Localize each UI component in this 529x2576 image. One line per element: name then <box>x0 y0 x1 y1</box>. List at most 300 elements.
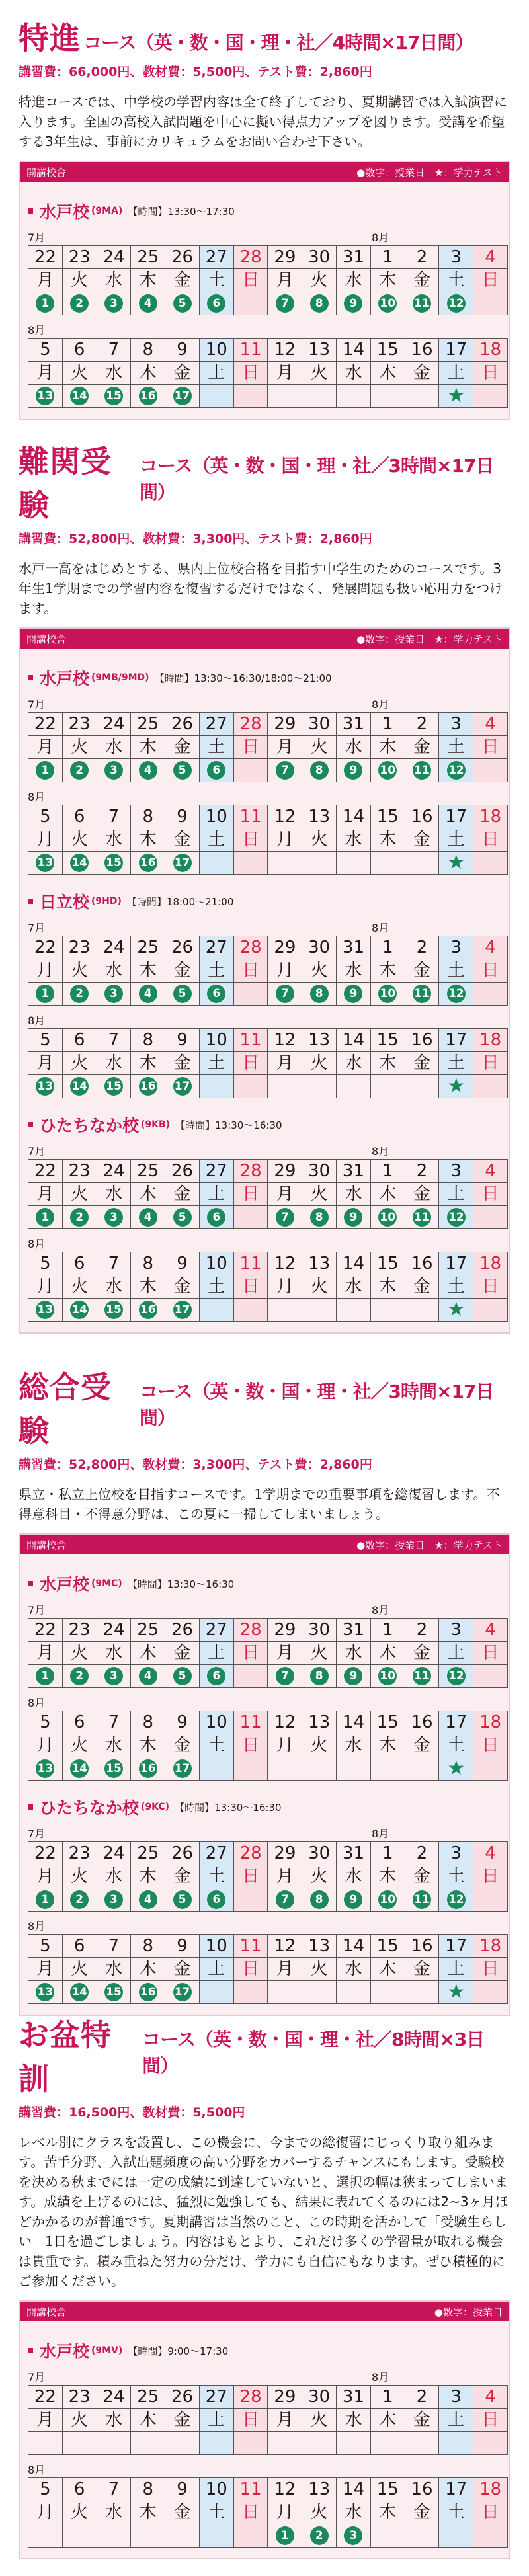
weekday-cell: 月 <box>268 1642 302 1665</box>
weekday-cell: 日 <box>473 1275 508 1299</box>
class-day-number: 2 <box>70 294 89 313</box>
date-cell: 13 <box>302 1029 337 1052</box>
class-day-cell <box>337 1075 371 1098</box>
class-day-cell <box>28 983 63 1006</box>
class-day-number: 13 <box>36 1759 54 1778</box>
weekday-cell: 日 <box>473 828 508 852</box>
class-day-number: 17 <box>173 387 192 405</box>
course-title <box>19 1363 510 1451</box>
date-cell: 12 <box>268 1252 302 1275</box>
date-cell: 16 <box>405 1711 440 1734</box>
weekday-cell: 金 <box>165 1734 200 1757</box>
weekday-cell: 月 <box>268 1958 302 1981</box>
class-day-cell <box>131 1299 165 1322</box>
school-heading <box>28 1795 501 1819</box>
class-day-cell <box>405 2524 440 2548</box>
course-name: 特進 <box>19 20 81 56</box>
date-cell: 15 <box>371 1029 405 1052</box>
class-day-number: 2 <box>70 1890 89 1909</box>
weekday-cell: 木 <box>371 1183 405 1206</box>
date-cell: 24 <box>97 1619 132 1642</box>
class-day-number: 1 <box>36 1890 54 1909</box>
class-day-cell <box>473 1206 508 1229</box>
class-day-number: 1 <box>36 985 54 1003</box>
date-cell: 13 <box>302 1252 337 1275</box>
class-day-cell <box>200 1206 234 1229</box>
class-day-cell <box>405 385 440 408</box>
class-day-cell <box>337 852 371 875</box>
class-day-number: 14 <box>70 1077 89 1096</box>
date-cell: 26 <box>165 2386 200 2409</box>
date-cell: 18 <box>473 339 508 362</box>
class-day-cell <box>131 1888 165 1912</box>
date-cell: 4 <box>473 246 508 269</box>
weekday-cell: 日 <box>473 1183 508 1206</box>
course-section <box>0 1363 529 2016</box>
class-day-cell <box>268 292 302 315</box>
course-title <box>19 438 510 525</box>
class-day-number: 4 <box>139 294 157 313</box>
weekday-cell: 月 <box>268 362 302 385</box>
class-day-number: 11 <box>413 294 431 313</box>
class-day-cell <box>371 983 405 1006</box>
weekday-cell: 月 <box>268 828 302 852</box>
date-cell: 5 <box>28 1029 63 1052</box>
weekday-cell: 日 <box>473 1642 508 1665</box>
class-day-cell <box>165 385 200 408</box>
class-day-number: 8 <box>310 1208 329 1227</box>
date-cell: 5 <box>28 1711 63 1734</box>
class-day-cell <box>337 292 371 315</box>
month-label-july: 7月 <box>28 1145 46 1158</box>
weekday-cell: 火 <box>63 828 97 852</box>
school-name: 水戸校 <box>40 2342 90 2361</box>
class-day-number: 11 <box>413 1667 431 1685</box>
weekday-cell: 木 <box>131 2409 165 2432</box>
class-day-number: 15 <box>104 387 123 405</box>
date-cell: 7 <box>97 339 132 362</box>
weekday-cell: 月 <box>268 1183 302 1206</box>
weekday-cell: 水 <box>97 362 132 385</box>
class-day-cell <box>63 1299 97 1322</box>
date-cell: 29 <box>268 246 302 269</box>
panel-body <box>20 2321 509 2558</box>
class-day-cell <box>234 852 268 875</box>
class-day-cell <box>268 759 302 782</box>
school-code: (9MV) <box>91 2345 123 2356</box>
school-code: (9KC) <box>141 1802 170 1812</box>
weekday-cell: 日 <box>473 362 508 385</box>
month-label-july: 7月 <box>28 231 46 244</box>
class-day-number: 17 <box>173 1301 192 1319</box>
panel-header <box>20 629 509 649</box>
class-day-cell <box>302 1981 337 2004</box>
weekday-cell: 火 <box>63 2501 97 2524</box>
class-day-number: 8 <box>310 985 329 1003</box>
class-day-cell <box>337 1981 371 2004</box>
date-cell: 6 <box>63 1711 97 1734</box>
school-code: (9MA) <box>91 206 123 216</box>
date-cell: 30 <box>302 713 337 736</box>
month-label-july: 7月 <box>28 1828 46 1840</box>
weekday-cell: 日 <box>234 1183 268 1206</box>
course-fees: 講習費：52,800円、教材費：3,300円、テスト費：2,860円 <box>19 532 372 546</box>
class-day-number: 8 <box>310 294 329 313</box>
class-day-cell <box>302 292 337 315</box>
class-day-number: 12 <box>447 985 466 1003</box>
date-cell: 23 <box>63 1160 97 1183</box>
date-cell: 2 <box>405 1160 440 1183</box>
class-day-cell <box>131 292 165 315</box>
weekday-cell: 土 <box>200 269 234 292</box>
date-cell: 6 <box>63 339 97 362</box>
test-day-star: ★ <box>447 1298 466 1321</box>
class-day-cell <box>268 2524 302 2548</box>
class-day-cell <box>97 1206 132 1229</box>
weekday-cell: 金 <box>165 1183 200 1206</box>
class-day-number: 2 <box>70 1208 89 1227</box>
weekday-cell: 土 <box>200 1734 234 1757</box>
date-cell: 23 <box>63 1842 97 1865</box>
date-cell: 28 <box>234 1842 268 1865</box>
class-day-cell <box>439 2432 473 2455</box>
date-cell: 25 <box>131 2386 165 2409</box>
weekday-cell: 火 <box>302 1642 337 1665</box>
date-cell: 5 <box>28 339 63 362</box>
class-day-cell <box>131 2432 165 2455</box>
date-cell: 23 <box>63 1619 97 1642</box>
class-day-number: 3 <box>344 2526 362 2545</box>
class-day-number: 2 <box>310 2526 329 2545</box>
class-day-number: 16 <box>139 854 157 872</box>
date-cell: 6 <box>63 805 97 828</box>
class-day-number: 11 <box>413 1208 431 1227</box>
class-day-cell <box>405 2432 440 2455</box>
weekday-cell: 月 <box>268 1275 302 1299</box>
class-day-number: 3 <box>104 1890 123 1909</box>
school-name: 水戸校 <box>40 1575 90 1594</box>
class-day-cell <box>234 1981 268 2004</box>
class-day-cell <box>63 852 97 875</box>
class-day-number: 14 <box>70 387 89 405</box>
weekday-cell: 木 <box>131 362 165 385</box>
date-cell: 17 <box>439 339 473 362</box>
month-label-aug: 8月 <box>372 1604 389 1617</box>
school-time: 【時間】13:30～16:30 <box>175 1801 282 1814</box>
weekday-cell: 土 <box>439 1734 473 1757</box>
class-day-cell <box>371 852 405 875</box>
weekday-cell: 土 <box>439 736 473 759</box>
class-day-cell <box>28 852 63 875</box>
date-cell: 14 <box>337 2478 371 2501</box>
date-cell: 16 <box>405 2478 440 2501</box>
date-cell: 18 <box>473 1252 508 1275</box>
date-cell: 31 <box>337 246 371 269</box>
class-day-number: 3 <box>104 761 123 780</box>
class-day-number: 7 <box>276 985 294 1003</box>
class-day-number: 9 <box>344 1667 362 1685</box>
date-cell: 12 <box>268 1935 302 1958</box>
weekday-cell: 日 <box>234 959 268 983</box>
weekday-cell: 火 <box>302 1183 337 1206</box>
weekday-cell: 金 <box>165 1275 200 1299</box>
month-label-july: 7月 <box>28 2371 46 2384</box>
class-day-cell <box>473 759 508 782</box>
weekday-cell: 水 <box>97 2409 132 2432</box>
class-day-cell <box>337 2432 371 2455</box>
class-day-number: 15 <box>104 1983 123 2001</box>
class-day-number: 13 <box>36 1983 54 2001</box>
date-cell: 6 <box>63 1029 97 1052</box>
class-day-number: 17 <box>173 854 192 872</box>
legend: ●数字：授業日 ★：学力テスト <box>356 633 503 645</box>
weekday-cell: 水 <box>337 269 371 292</box>
class-day-number: 10 <box>378 1208 397 1227</box>
schedule-panel <box>19 1533 510 2016</box>
class-day-cell <box>405 983 440 1006</box>
class-day-cell <box>234 292 268 315</box>
course-name: 難関受験 <box>19 444 112 523</box>
date-cell: 7 <box>97 1935 132 1958</box>
class-day-cell <box>200 1757 234 1781</box>
school-heading <box>28 2339 501 2362</box>
weekday-cell: 木 <box>371 959 405 983</box>
class-day-cell <box>131 1665 165 1688</box>
class-day-cell <box>200 2432 234 2455</box>
class-day-cell <box>337 1757 371 1781</box>
weekday-cell: 水 <box>337 362 371 385</box>
class-day-cell <box>268 1888 302 1912</box>
class-day-cell <box>200 1299 234 1322</box>
date-cell: 30 <box>302 1160 337 1183</box>
weekday-cell: 火 <box>63 1052 97 1075</box>
class-day-cell <box>63 1075 97 1098</box>
date-cell: 17 <box>439 1935 473 1958</box>
date-cell: 6 <box>63 1252 97 1275</box>
weekday-cell: 日 <box>234 828 268 852</box>
class-day-number: 6 <box>207 1890 225 1909</box>
date-cell: 22 <box>28 246 63 269</box>
weekday-cell: 日 <box>234 362 268 385</box>
class-day-cell <box>439 1206 473 1229</box>
class-day-cell <box>337 1206 371 1229</box>
class-day-cell <box>302 1299 337 1322</box>
date-cell: 24 <box>97 1842 132 1865</box>
class-day-cell <box>165 292 200 315</box>
calendar-grid-aug <box>28 805 508 875</box>
class-day-number: 16 <box>139 1983 157 2001</box>
class-day-cell <box>97 385 132 408</box>
class-day-number: 17 <box>173 1983 192 2001</box>
weekday-cell: 木 <box>371 1642 405 1665</box>
class-day-cell <box>268 1981 302 2004</box>
date-cell: 10 <box>200 1935 234 1958</box>
weekday-cell: 木 <box>131 1183 165 1206</box>
weekday-cell: 土 <box>439 959 473 983</box>
class-day-cell <box>28 1299 63 1322</box>
date-cell: 25 <box>131 713 165 736</box>
class-day-cell <box>337 1299 371 1322</box>
class-day-cell <box>165 1981 200 2004</box>
date-cell: 10 <box>200 805 234 828</box>
school-marker <box>28 1581 33 1586</box>
course-fees: 講習費：66,000円、教材費：5,500円、テスト費：2,860円 <box>19 65 372 79</box>
calendar-grid-aug <box>28 1028 508 1098</box>
weekday-cell: 金 <box>405 1052 440 1075</box>
date-cell: 9 <box>165 1935 200 1958</box>
weekday-cell: 日 <box>234 2409 268 2432</box>
school-marker <box>28 1804 33 1810</box>
class-day-cell <box>405 1757 440 1781</box>
class-day-cell <box>200 292 234 315</box>
weekday-cell: 木 <box>371 1958 405 1981</box>
weekday-cell: 金 <box>405 1275 440 1299</box>
class-day-cell <box>405 1981 440 2004</box>
class-day-cell <box>200 759 234 782</box>
date-cell: 8 <box>131 339 165 362</box>
month-label-aug: 8月 <box>28 1238 46 1250</box>
school-marker <box>28 899 33 904</box>
weekday-cell: 土 <box>439 1958 473 1981</box>
class-day-cell <box>63 1757 97 1781</box>
class-day-cell <box>371 1888 405 1912</box>
weekday-cell: 月 <box>268 959 302 983</box>
class-day-cell <box>200 852 234 875</box>
weekday-cell: 金 <box>165 828 200 852</box>
class-day-number: 3 <box>104 1667 123 1685</box>
school-time: 【時間】18:00～21:00 <box>126 895 234 908</box>
weekday-cell: 火 <box>63 1958 97 1981</box>
date-cell: 12 <box>268 805 302 828</box>
weekday-cell: 月 <box>268 1865 302 1888</box>
weekday-cell: 土 <box>200 2501 234 2524</box>
class-day-number: 15 <box>104 1301 123 1319</box>
weekday-cell: 月 <box>28 1734 63 1757</box>
weekday-cell: 木 <box>371 2501 405 2524</box>
class-day-cell <box>405 1299 440 1322</box>
weekday-cell: 月 <box>28 828 63 852</box>
date-cell: 30 <box>302 936 337 959</box>
weekday-cell: 火 <box>302 362 337 385</box>
date-cell: 26 <box>165 936 200 959</box>
weekday-cell: 水 <box>97 1183 132 1206</box>
weekday-cell: 水 <box>337 2409 371 2432</box>
date-cell: 13 <box>302 805 337 828</box>
weekday-cell: 火 <box>63 1275 97 1299</box>
date-cell: 28 <box>234 246 268 269</box>
class-day-cell <box>28 385 63 408</box>
date-cell: 15 <box>371 1935 405 1958</box>
class-day-cell <box>302 1206 337 1229</box>
month-row <box>28 2368 501 2385</box>
date-cell: 15 <box>371 339 405 362</box>
class-day-cell <box>165 759 200 782</box>
class-day-number: 1 <box>36 1667 54 1685</box>
weekday-cell: 月 <box>268 1734 302 1757</box>
class-day-cell <box>439 385 473 408</box>
weekday-cell: 木 <box>131 1958 165 1981</box>
weekday-cell: 金 <box>165 2501 200 2524</box>
month-row <box>28 228 501 245</box>
class-day-cell <box>302 1075 337 1098</box>
class-day-number: 12 <box>447 1667 466 1685</box>
panel-body <box>20 182 509 419</box>
class-day-cell <box>234 1665 268 1688</box>
class-day-cell <box>439 2524 473 2548</box>
class-day-cell <box>63 1888 97 1912</box>
date-cell: 22 <box>28 2386 63 2409</box>
school-name: ひたちなか校 <box>40 1798 140 1818</box>
weekday-cell: 土 <box>200 1958 234 1981</box>
weekday-cell: 金 <box>405 736 440 759</box>
class-day-number: 9 <box>344 1890 362 1909</box>
date-cell: 8 <box>131 1252 165 1275</box>
panel-header <box>20 2302 509 2321</box>
class-day-cell <box>165 852 200 875</box>
date-cell: 14 <box>337 1935 371 1958</box>
legend: ●数字：授業日 ★：学力テスト <box>356 166 503 179</box>
class-day-cell <box>302 385 337 408</box>
weekday-cell: 土 <box>200 1183 234 1206</box>
class-day-cell <box>131 1981 165 2004</box>
school-time: 【時間】13:30～17:30 <box>128 205 235 218</box>
class-day-cell <box>439 1981 473 2004</box>
class-day-number: 5 <box>173 1890 192 1909</box>
weekday-cell: 月 <box>28 362 63 385</box>
class-day-cell <box>302 2524 337 2548</box>
weekday-cell: 月 <box>268 269 302 292</box>
date-cell: 9 <box>165 339 200 362</box>
weekday-cell: 月 <box>28 1958 63 1981</box>
date-cell: 4 <box>473 936 508 959</box>
date-cell: 4 <box>473 2386 508 2409</box>
date-cell: 2 <box>405 1619 440 1642</box>
class-day-cell <box>97 1299 132 1322</box>
weekday-cell: 火 <box>63 269 97 292</box>
class-day-cell <box>234 2524 268 2548</box>
class-day-cell <box>131 2524 165 2548</box>
weekday-cell: 水 <box>337 828 371 852</box>
class-day-cell <box>268 1075 302 1098</box>
calendar-grid-aug <box>28 338 508 408</box>
weekday-cell: 水 <box>97 269 132 292</box>
weekday-cell: 木 <box>131 1865 165 1888</box>
date-cell: 13 <box>302 1711 337 1734</box>
class-day-cell <box>63 983 97 1006</box>
weekday-cell: 火 <box>302 2409 337 2432</box>
school-marker <box>28 1122 33 1127</box>
date-cell: 9 <box>165 1711 200 1734</box>
date-cell: 29 <box>268 2386 302 2409</box>
class-day-cell <box>302 983 337 1006</box>
weekday-cell: 水 <box>97 1865 132 1888</box>
course-description: 特進コースでは、中学校の学習内容は全て終了しており、夏期講習では入試演習に入ります。全国の高校入試問題を中心に擬い得点力アップを図ります。受講を希望する3年生は、事前にカリキュラムをお問い合わせ下さい。 <box>19 94 507 149</box>
class-day-number: 10 <box>378 985 397 1003</box>
date-cell: 27 <box>200 1842 234 1865</box>
class-day-cell <box>97 759 132 782</box>
date-cell: 3 <box>439 2386 473 2409</box>
class-day-cell <box>200 983 234 1006</box>
class-day-number: 4 <box>139 985 157 1003</box>
panel-body <box>20 1554 509 2015</box>
class-day-cell <box>63 1206 97 1229</box>
date-cell: 22 <box>28 1619 63 1642</box>
date-cell: 24 <box>97 936 132 959</box>
class-day-number: 4 <box>139 1667 157 1685</box>
class-day-cell <box>234 1299 268 1322</box>
calendar-grid-july <box>28 936 508 1006</box>
panel-header-label: 開講校舎 <box>26 1539 67 1551</box>
